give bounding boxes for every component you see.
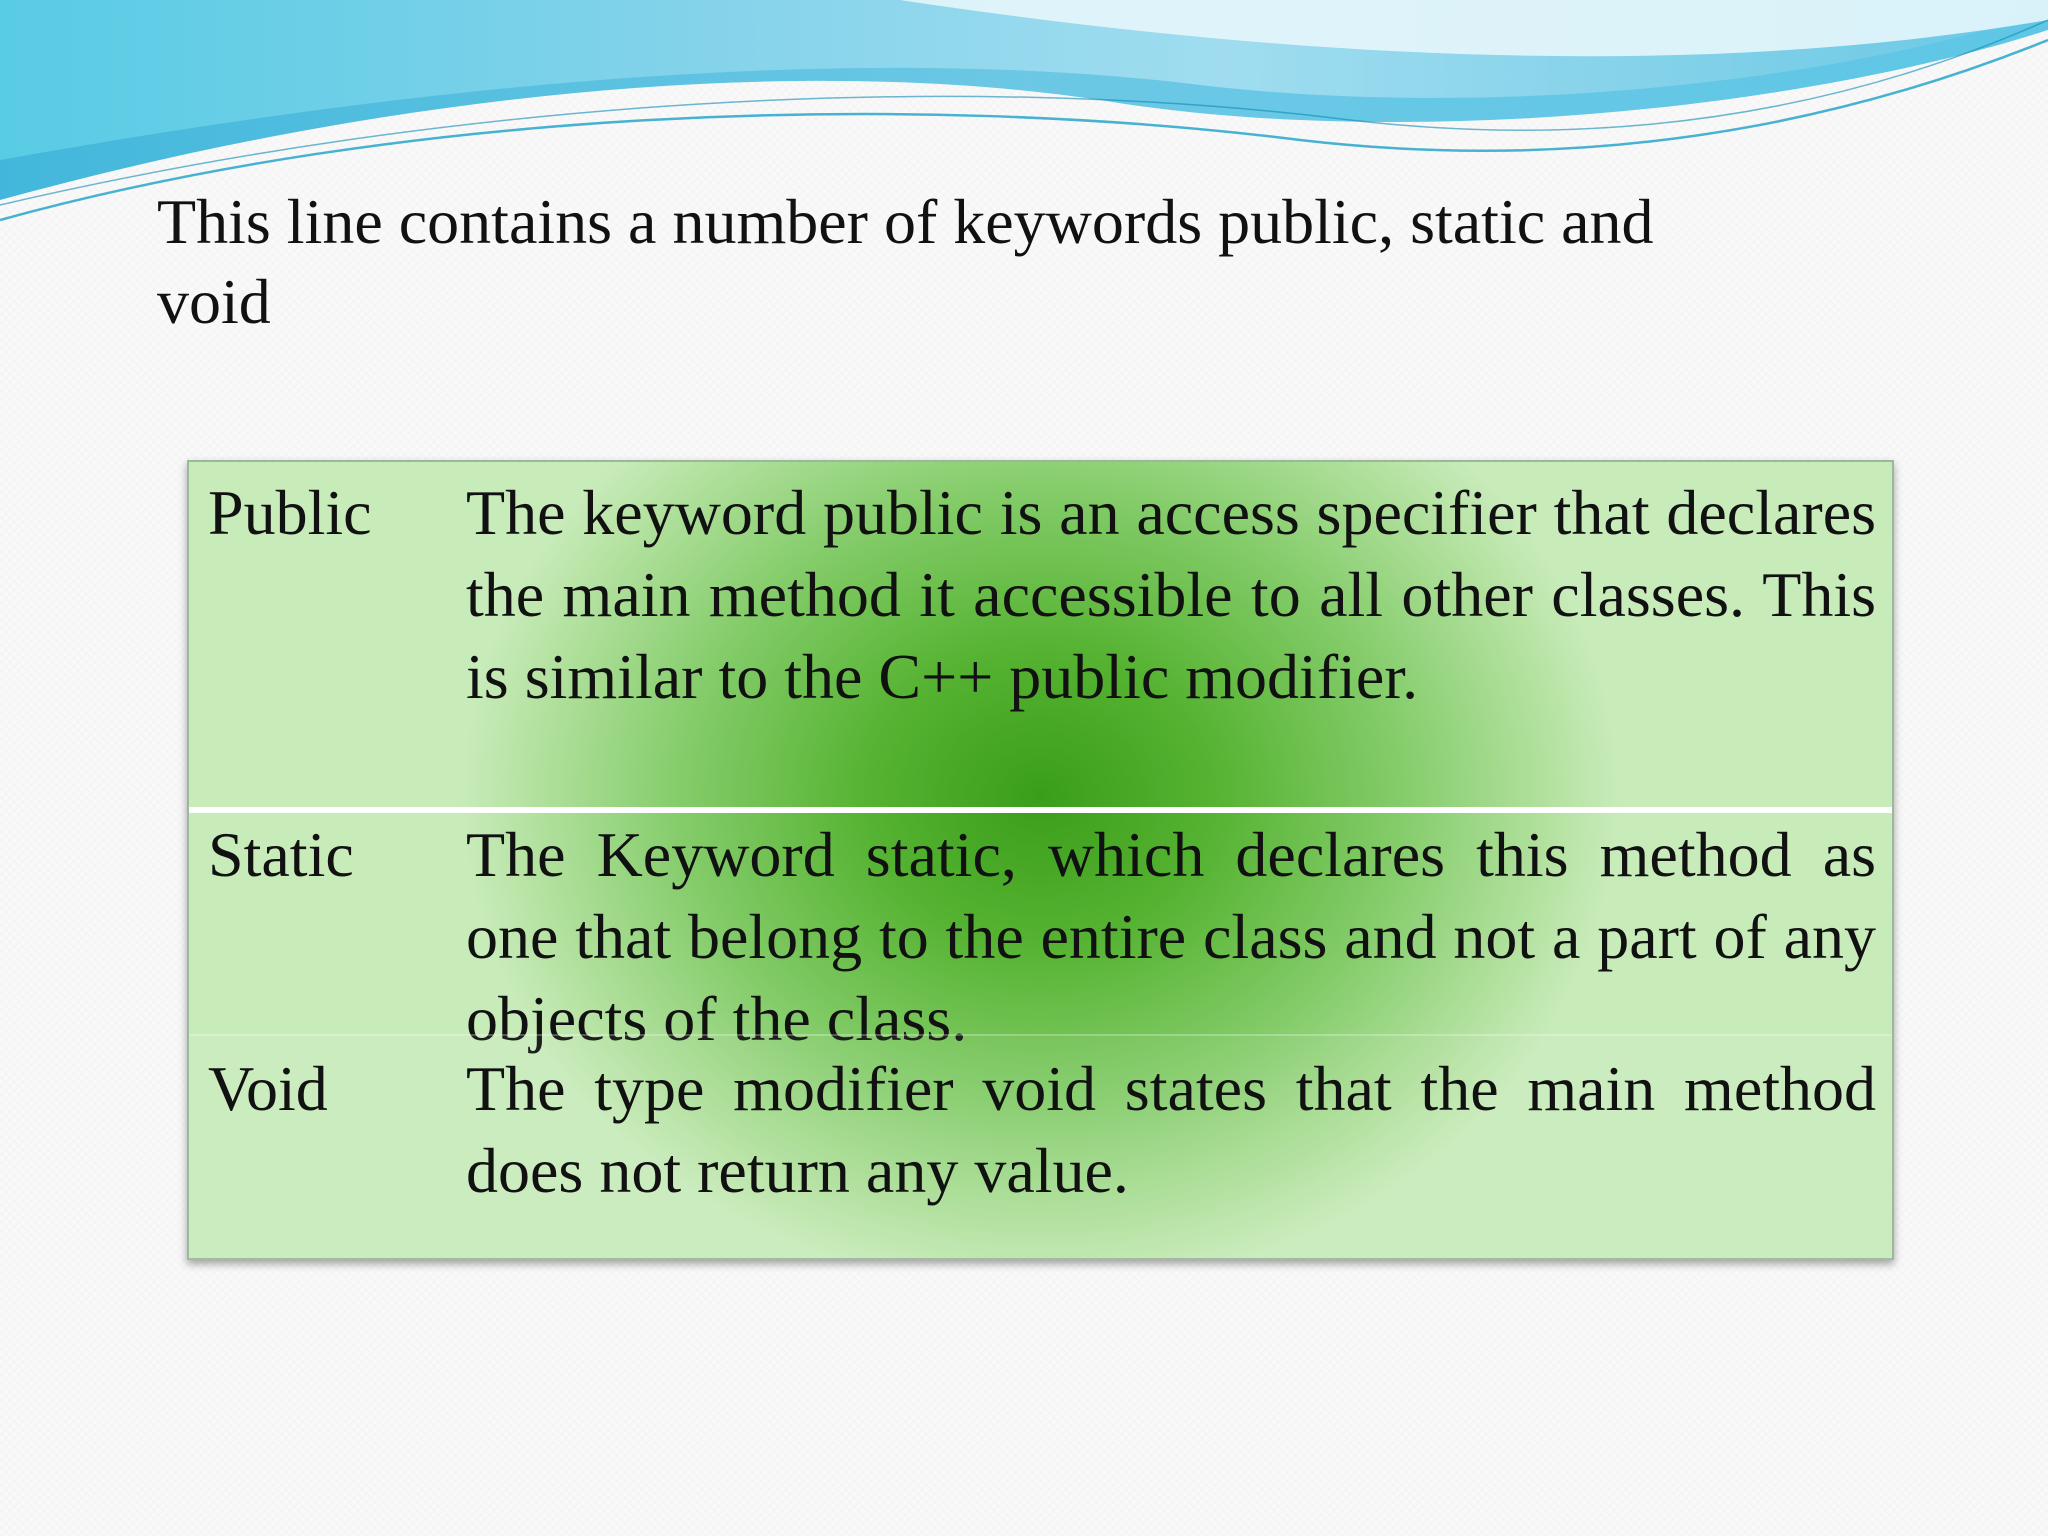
keyword-row-void xyxy=(189,1034,1892,1260)
keyword-row-public xyxy=(189,462,1892,807)
keyword-row-static xyxy=(189,813,1892,1054)
keyword-term: Public xyxy=(208,477,372,548)
keyword-term: Static xyxy=(208,819,354,890)
keyword-description: The type modifier void states that the main method does not return any value. xyxy=(466,1053,1876,1206)
keyword-description: The Keyword static, which declares this method as one that belong to the entire class and not a part of any objects of the class. xyxy=(466,819,1876,1054)
keywords-table xyxy=(187,460,1894,1260)
intro-text: This line contains a number of keywords public, static and void xyxy=(157,186,1654,337)
keyword-term: Void xyxy=(208,1053,328,1124)
keyword-description: The keyword public is an access specifier that declares the main method it accessible to all other classes. This is similar to the C++ public modifier. xyxy=(466,477,1876,712)
